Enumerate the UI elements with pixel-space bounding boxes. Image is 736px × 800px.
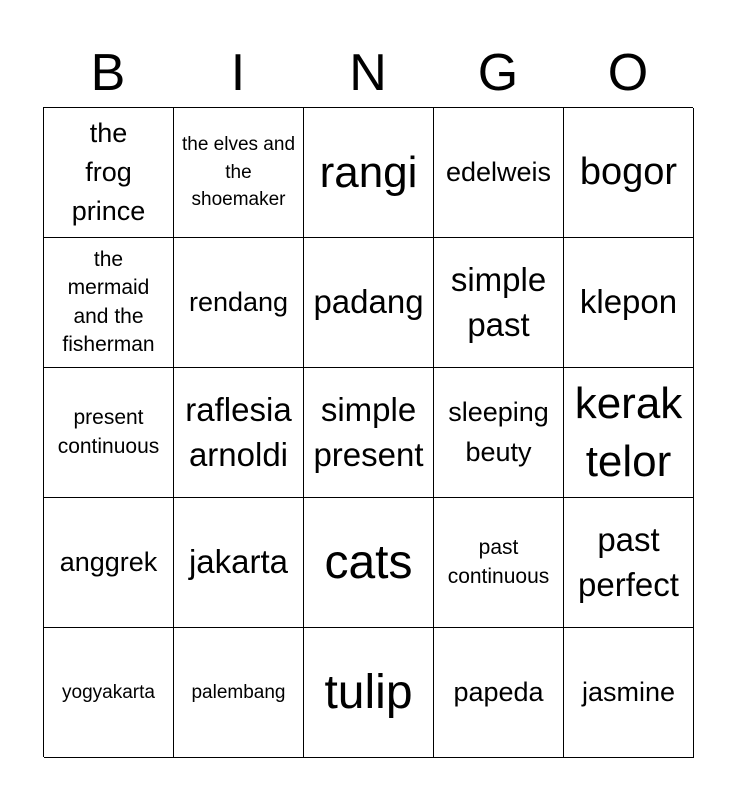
cell-text: tulip xyxy=(324,665,413,719)
cell-text: present continuous xyxy=(57,406,160,458)
bingo-cell[interactable] xyxy=(174,628,304,758)
cell-text: jakarta xyxy=(188,543,289,581)
bingo-cell[interactable] xyxy=(564,368,694,498)
header-letter-n: N xyxy=(349,44,387,102)
bingo-cell[interactable] xyxy=(434,238,564,368)
bingo-cell[interactable] xyxy=(564,238,694,368)
cell-text: the frog prince xyxy=(71,117,146,227)
cell-text: yogyakarta xyxy=(62,681,155,703)
cell-text: past perfect xyxy=(578,520,679,603)
cell-text: papeda xyxy=(453,676,544,707)
bingo-cell[interactable] xyxy=(304,108,434,238)
bingo-board xyxy=(43,107,693,757)
bingo-cell[interactable] xyxy=(434,628,564,758)
header-letter-o: O xyxy=(607,44,649,102)
cell-text: rendang xyxy=(188,286,289,317)
cell-text: past continuous xyxy=(447,536,550,588)
cell-text: the elves and the shoemaker xyxy=(181,134,296,211)
cell-text: kerak telor xyxy=(574,379,683,486)
cell-text: cats xyxy=(324,535,413,589)
header-letter-g: G xyxy=(477,44,519,102)
header-letter-i: I xyxy=(230,44,246,102)
cell-text: palembang xyxy=(191,681,286,703)
bingo-cell[interactable] xyxy=(174,108,304,238)
bingo-cell[interactable] xyxy=(304,238,434,368)
bingo-cell[interactable] xyxy=(44,628,174,758)
header-letter-b: B xyxy=(90,44,126,102)
bingo-cell[interactable] xyxy=(44,238,174,368)
cell-text: raflesia arnoldi xyxy=(185,390,292,473)
bingo-cell[interactable] xyxy=(434,498,564,628)
bingo-cell[interactable] xyxy=(44,368,174,498)
bingo-cell[interactable] xyxy=(44,108,174,238)
bingo-cell[interactable] xyxy=(304,628,434,758)
cell-text: the mermaid and the fisherman xyxy=(62,247,155,356)
cell-text: rangi xyxy=(319,147,418,197)
bingo-cell[interactable] xyxy=(564,628,694,758)
cell-text: anggrek xyxy=(59,546,158,577)
bingo-cell[interactable] xyxy=(174,368,304,498)
bingo-cell[interactable] xyxy=(44,498,174,628)
cell-text: bogor xyxy=(579,150,678,193)
bingo-cell[interactable] xyxy=(304,368,434,498)
cell-text: sleeping beuty xyxy=(448,397,549,467)
cell-text: klepon xyxy=(579,283,678,321)
bingo-cell[interactable] xyxy=(434,108,564,238)
cell-text: edelweis xyxy=(445,156,552,187)
bingo-cell[interactable] xyxy=(304,498,434,628)
bingo-header xyxy=(43,40,693,106)
cell-text: padang xyxy=(313,283,424,321)
bingo-cell[interactable] xyxy=(174,238,304,368)
bingo-cell[interactable] xyxy=(564,108,694,238)
bingo-cell[interactable] xyxy=(564,498,694,628)
bingo-cell[interactable] xyxy=(174,498,304,628)
cell-text: simple past xyxy=(450,260,547,343)
bingo-cell[interactable] xyxy=(434,368,564,498)
cell-text: simple present xyxy=(313,390,424,473)
cell-text: jasmine xyxy=(581,676,676,707)
